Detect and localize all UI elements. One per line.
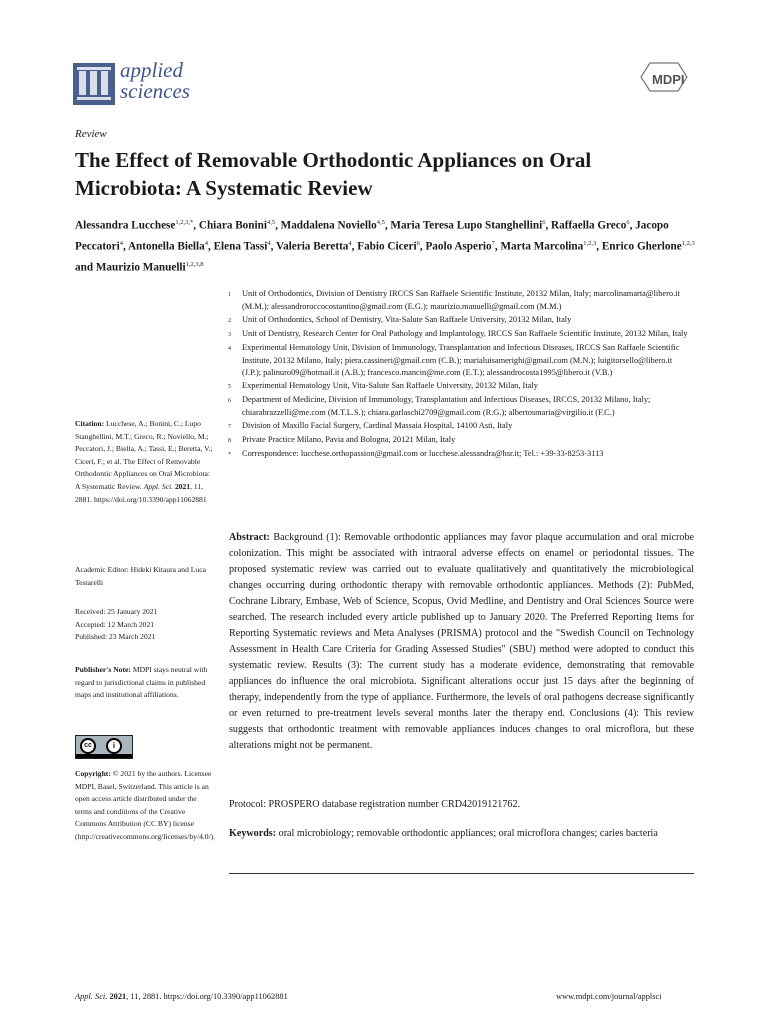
publisher-note <box>75 664 215 702</box>
affiliation-text: Unit of Orthodontics, School of Dentistry, Vita-Salute San Raffaele University, 20132 Milan, Italy <box>242 314 572 324</box>
affiliation-item <box>228 288 688 314</box>
footer-journal-url[interactable]: www.mdpi.com/journal/applsci <box>556 992 662 1001</box>
publisher-note-label: Publisher's Note: <box>75 665 131 674</box>
footer-rest: , 11, 2881. https://doi.org/10.3390/app11062881 <box>126 992 288 1001</box>
author-affiliation-marker: 1,2,3,* <box>175 219 194 226</box>
date-received: Received: 25 January 2021 <box>75 607 158 616</box>
author-affiliation-marker: 1,2,3 <box>583 240 597 248</box>
citation-doi-link[interactable]: https://doi.org/10.3390/app11062881 <box>94 494 207 504</box>
article-title: The Effect of Removable Orthodontic Appliances on Oral Microbiota: A Systematic Review <box>75 148 592 200</box>
affiliations <box>228 288 688 462</box>
author-affiliation-marker: 6 <box>416 240 420 248</box>
author-affiliation-marker: 4 <box>204 240 208 248</box>
affiliation-item <box>228 328 688 342</box>
affiliation-number: 4 <box>228 345 231 352</box>
affiliation-number: 3 <box>228 331 231 338</box>
date-accepted: Accepted: 12 March 2021 <box>75 619 155 629</box>
publisher-logo: MDPI <box>652 72 685 87</box>
dates-block <box>75 606 215 644</box>
author-name[interactable]: Alessandra Lucchese <box>75 219 176 232</box>
by-icon: i <box>106 738 122 754</box>
author-affiliation-marker: 6 <box>626 219 630 226</box>
affiliation-text: Experimental Hematology Unit, Vita-Salute San Raffaele University, 20132 Milan, Italy <box>242 381 538 391</box>
abstract-label: Abstract: <box>229 532 270 543</box>
citation-year: 2021 <box>174 481 191 491</box>
affiliation-number: 6 <box>228 398 231 405</box>
author-name[interactable]: Maria Teresa Lupo Stanghellini <box>390 219 543 232</box>
affiliation-text: Division of Maxillo Facial Surgery, Cardinal Massaia Hospital, 14100 Asti, Italy <box>242 421 513 431</box>
citation-label: Citation: <box>75 419 105 428</box>
author-affiliation-marker: 4,5 <box>266 219 276 226</box>
affiliation-item <box>228 380 688 394</box>
publisher-note-text: MDPI stays neutral with regard to jurisdictional claims in published maps and institutional affiliations. <box>75 665 208 700</box>
author-affiliation-marker: 4,5 <box>376 219 385 226</box>
author-affiliation-marker: 1,2,3 <box>681 240 695 248</box>
affiliation-item <box>228 342 688 381</box>
author-name[interactable]: Jacopo Peccatori <box>75 219 669 253</box>
abstract-text: Background (1): Removable orthodontic appliances may favor plaque accumulation and oral microbe colonization. This might be associated with intraoral adverse effects on enamel or periodontal tissues. The proposed systematic review was carried out to evaluate qualitatively and quantitatively the microbiological changes occurring during orthodontic therapy with removable orthodontic appliances. Methods (2): PubMed, Cochrane Library, Embase, Web of Science, Scopus, Ovid Medline, and Dentistry and Oral Sciences Source were searched. The research included every article published up to January 2020. The Preferred Reporting Items for Reporting Systematic reviews and Meta Analyses (PRISMA) protocol and the "Swedish Council on Technology Assessment in Health Care Criteria for Grading Assessed Studies" (SBU) method were adopted to conduct this systematic review. Results (3): The current study has a moderate evidence, demonstrating that removable appliances do influence the oral microbiota. Significant alterations occur just 15 days after the beginning of therapy, independently from the type of appliance. Furthermore, the levels of oral pathogens decrease significantly or even returned to pre-treatment levels several months later the therapy end. Conclusions (4): This review suggests that orthodontic treatment with removable appliances induces changes to oral microflora, but these alterations might not be permanent. <box>229 532 694 751</box>
affiliation-text: Experimental Hematology Unit, Division of Immunology, Transplantation and Infectious Diseases, IRCCS San Raffaele Scientific Institute, 20132 Milano, Italy; piera.cassineri@gmail.com (C.B.); marialuisamerighi@gmail.com (M.N.); luigitorsello@libero.it (J.P.); palinuro09@hotmail.it (A.B.); francesco.mancin@me.com (E.T.); alessandrocosta1995@libero.it (V.B.) <box>242 342 680 378</box>
keywords-text: oral microbiology; removable orthodontic appliances; oral microflora changes; caries bacteria <box>278 828 658 839</box>
author-affiliation-marker: 6 <box>542 219 546 226</box>
author-name[interactable]: Chiara Bonini <box>198 219 267 232</box>
academic-editor: Academic Editor: Hideki Kitaura and Luca Testarelli <box>75 565 206 587</box>
footer-citation <box>75 992 288 1001</box>
footer-journal: Appl. Sci. <box>75 992 108 1001</box>
affiliation-item <box>228 448 688 462</box>
author-name[interactable]: Paolo Asperio <box>425 240 492 253</box>
author-name[interactable]: Valeria Beretta <box>276 240 349 253</box>
affiliation-text: Department of Medicine, Division of Immunology, Transplantation and Infectious Diseases, IRCCS, 20132 Milano, Italy; chiarabrazzelli@me.com (M.T.L.S.); chiara.garlaschi2709@gmail.com (R.G.); albertosmaria@virgilio.it (F.C.) <box>242 395 651 418</box>
citation-volume: , 11, 2881. <box>75 481 204 504</box>
affiliation-item <box>228 394 688 420</box>
cc-icon: cc <box>80 738 96 754</box>
article-type: Review <box>75 128 107 140</box>
journal-name <box>120 60 190 102</box>
keywords <box>229 826 694 842</box>
journal-name-line2: sciences <box>120 79 190 103</box>
abstract <box>229 530 694 754</box>
affiliation-text: Private Practice Milano, Pavia and Bologna, 20121 Milan, Italy <box>242 434 456 444</box>
author-name[interactable]: Maurizio Manuelli <box>95 262 186 275</box>
journal-logo-icon <box>73 63 115 105</box>
copyright-text: © 2021 by the authors. Licensee MDPI, Basel, Switzerland. This article is an open access article distributed under the terms and conditions of the Creative Commons Attribution (CC BY) license (http://creativecommons.org/licenses/by/4.0/). <box>75 769 216 841</box>
cc-by-license-icon[interactable] <box>75 735 133 759</box>
affiliation-text: Unit of Orthodontics, Division of Dentistry IRCCS San Raffaele Scientific Institute, 20132 Milan, Italy; marcolinamarta@libero.it (M.M.); alessandroroccocostantino@gmail.com (E.G.); maurizio.manuelli@gmail.com (M.M.) <box>242 289 680 311</box>
author-name[interactable]: Antonella Biella <box>127 240 205 253</box>
author-affiliation-marker: 4 <box>267 240 271 248</box>
journal-name-line1: applied <box>120 58 183 82</box>
author-name[interactable]: Marta Marcolina <box>500 240 584 253</box>
affiliation-number: 7 <box>228 424 231 431</box>
date-published: Published: 23 March 2021 <box>75 632 156 642</box>
author-affiliation-marker: 4 <box>119 240 123 248</box>
author-name[interactable]: Raffaella Greco <box>551 219 627 232</box>
affiliation-text: Correspondence: lucchese.orthopassion@gmail.com or lucchese.alessandra@hsr.it; Tel.: +39-33-8253-3113 <box>242 448 604 458</box>
affiliation-number: 1 <box>228 292 231 298</box>
affiliation-number: 8 <box>228 437 231 444</box>
affiliation-number: 2 <box>228 317 231 324</box>
author-name[interactable]: Elena Tassi <box>213 240 268 253</box>
affiliation-number: * <box>228 451 231 458</box>
protocol-statement: Protocol: PROSPERO database registration number CRD42019121762. <box>229 799 521 810</box>
copyright-label: Copyright: <box>75 769 111 778</box>
copyright-block <box>75 768 215 844</box>
author-name[interactable]: Fabio Ciceri <box>357 240 417 253</box>
author-name[interactable]: Enrico Gherlone <box>601 240 682 253</box>
author-affiliation-marker: 4 <box>348 240 352 248</box>
divider <box>229 873 694 874</box>
affiliation-item <box>228 314 688 328</box>
author-affiliation-marker: 7 <box>491 240 495 248</box>
citation-block <box>75 418 215 506</box>
citation-journal: Appl. Sci. <box>143 481 174 491</box>
citation-text: Lucchese, A.; Bonini, C.; Lupo Stanghellini, M.T.; Greco, R.; Noviello, M.; Peccatori, J.; Biella, A.; Tassi, E.; Beretta, V.; Ciceri, F.; et al. The Effect of Removable Orthodontic Appliances on Oral Microbiota: A Systematic Review. <box>75 419 213 491</box>
author-affiliation-marker: 1,2,3,8 <box>185 261 204 269</box>
author-name[interactable]: Maddalena Noviello <box>280 219 377 232</box>
footer-year: 2021 <box>109 992 127 1001</box>
keywords-label: Keywords: <box>229 828 277 839</box>
affiliation-number: 5 <box>228 384 231 391</box>
affiliation-item <box>228 420 688 434</box>
author-list: Alessandra Lucchese$^{1,2,3,*}$, Chiara Bonini$^{4,5}$, Maddalena Noviello$^{4,5}$, Maria Teresa Lupo Stanghellini$^6$, Raffaella Greco$^6$, Jacopo Peccatori$^4$, Antonella Biella$^4$, Elena Tassi$^4$, Valeria Beretta$^4$, Fabio Ciceri$^6$, Paolo Asperio$^7$, Marta Marcolina$^{1,2,3}$, Enrico Gherlone$^{1,2,3}$ and Maurizio Manuelli$^{1,2,3,8}$ <box>75 219 695 275</box>
affiliation-text: Unit of Dentistry, Research Center for Oral Pathology and Implantology, IRCCS San Raffaele Scientific Institute, 20132 Milan, Italy <box>242 328 688 338</box>
affiliation-item <box>228 434 688 448</box>
